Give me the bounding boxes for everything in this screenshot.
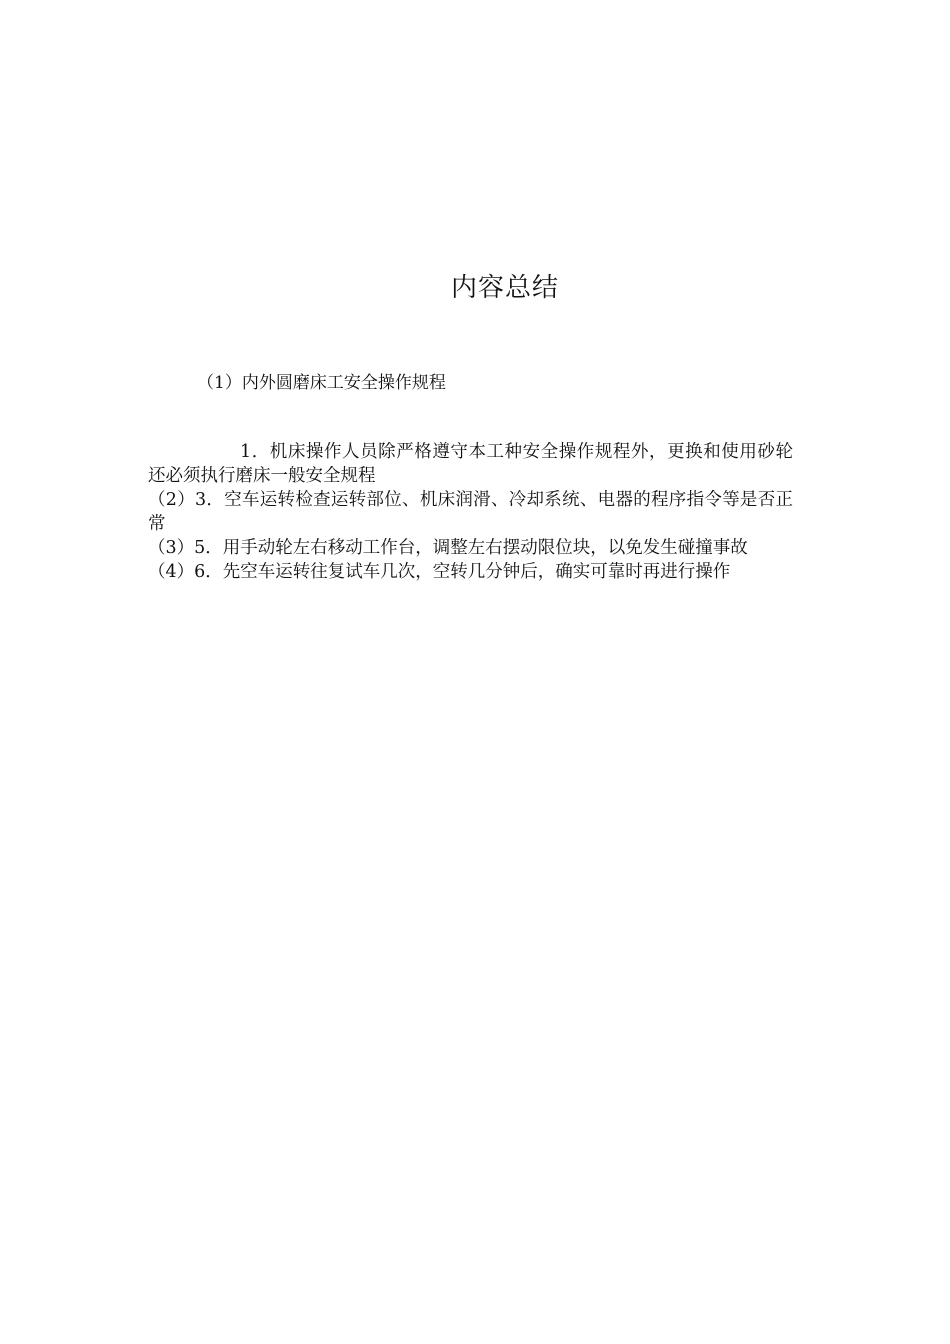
paragraph-4: （4）6．先空车运转往复试车几次，空转几分钟后，确实可靠时再进行操作 xyxy=(148,562,731,582)
paragraph-1: 1．机床操作人员除严格遵守本工种安全操作规程外，更换和使用砂轮还必须执行磨床一般安全规程 xyxy=(148,442,793,486)
section-heading: （1）内外圆磨床工安全操作规程 xyxy=(197,373,446,393)
page-title: 内容总结 xyxy=(450,273,559,303)
body-text xyxy=(148,440,793,584)
paragraph-3: （3）5．用手动轮左右移动工作台，调整左右摆动限位块，以免发生碰撞事故 xyxy=(148,538,748,558)
paragraph-2: （2）3．空车运转检查运转部位、机床润滑、冷却系统、电器的程序指令等是否正常 xyxy=(148,490,793,534)
